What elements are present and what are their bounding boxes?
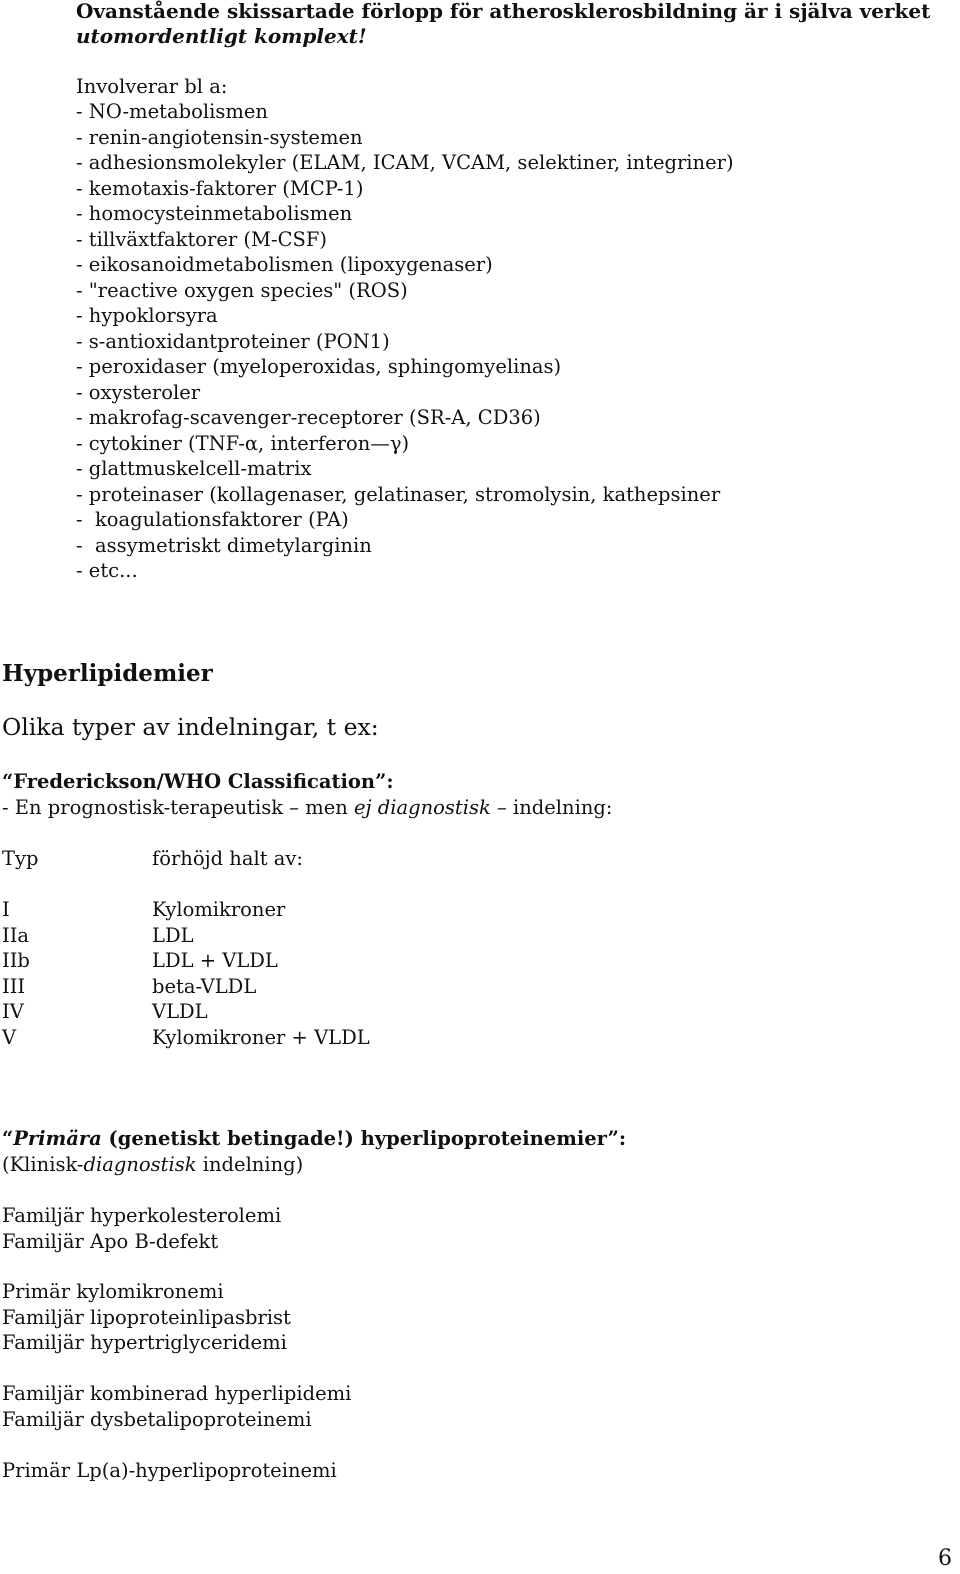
involves-item: - cytokiner (TNF-α, interferon—γ)	[76, 431, 410, 455]
primary-heading-rest: (genetiskt betingade!) hyperlipoproteinemier”:	[101, 1127, 627, 1150]
involves-item: - s-antioxidantproteiner (PON1)	[76, 329, 390, 353]
table-cell-typ: IIa	[2, 923, 30, 947]
table-header-typ: Typ	[2, 847, 39, 870]
table-cell-typ: V	[2, 1025, 17, 1049]
involves-item: - makrofag-scavenger-receptorer (SR-A, CD36)	[76, 406, 541, 429]
primary-list-item: Familjär lipoproteinlipasbrist	[2, 1305, 291, 1329]
frederickson-description	[2, 798, 612, 818]
section-subtitle: Olika typer av indelningar, t ex:	[2, 713, 379, 741]
involves-item: - NO-metabolismen	[76, 100, 268, 123]
table-cell-typ: IIb	[2, 949, 30, 972]
intro-line-2: utomordentligt komplext!	[76, 24, 367, 48]
primary-heading-quote: “	[2, 1127, 14, 1150]
primary-sub-italic: diagnostisk	[83, 1153, 197, 1176]
primary-list-item: Familjär dysbetalipoproteinemi	[2, 1407, 312, 1431]
involves-item: - hypoklorsyra	[76, 304, 218, 327]
involves-item: - kemotaxis-faktorer (MCP-1)	[76, 176, 364, 200]
section-title: Hyperlipidemier	[2, 660, 213, 687]
frederickson-desc-part-3: – indelning:	[490, 796, 613, 819]
primary-list-item: Primär kylomikronemi	[2, 1280, 224, 1303]
involves-item: - oxysteroler	[76, 380, 201, 404]
primary-heading-italic: Primära	[13, 1127, 102, 1150]
table-cell-typ: I	[2, 898, 10, 921]
table-cell-halt: beta-VLDL	[152, 974, 257, 998]
table-cell-halt: LDL	[152, 923, 194, 947]
primary-list-item: Familjär Apo B-defekt	[2, 1229, 219, 1253]
involves-heading: Involverar bl a:	[76, 75, 228, 98]
primary-sub-part-1: (Klinisk-	[2, 1153, 84, 1176]
involves-item: - adhesionsmolekyler (ELAM, ICAM, VCAM, selektiner, integriner)	[76, 151, 734, 174]
table-cell-halt: Kylomikroner	[152, 898, 286, 921]
involves-item: - proteinaser (kollagenaser, gelatinaser, stromolysin, kathepsiner	[76, 482, 721, 506]
involves-item: - glattmuskelcell-matrix	[76, 457, 312, 480]
frederickson-desc-part-1: - En prognostisk-terapeutisk – men	[2, 796, 354, 819]
involves-item: - renin-angiotensin-systemen	[76, 125, 363, 149]
primary-list-item: Familjär hyperkolesterolemi	[2, 1204, 282, 1227]
table-cell-halt: Kylomikroner + VLDL	[152, 1025, 370, 1049]
table-cell-halt: VLDL	[152, 1000, 208, 1023]
intro-line-1: Ovanstående skissartade förlopp för atherosklerosbildning är i själva verket	[76, 0, 931, 23]
involves-item: - assymetriskt dimetylarginin	[76, 533, 372, 557]
involves-item: - homocysteinmetabolismen	[76, 202, 353, 225]
primary-subheading	[2, 1155, 303, 1175]
table-cell-typ: IV	[2, 1000, 24, 1023]
involves-item: - koagulationsfaktorer (PA)	[76, 508, 349, 531]
involves-item: - peroxidaser (myeloperoxidas, sphingomyelinas)	[76, 355, 562, 378]
table-header-halt: förhöjd halt av:	[152, 847, 303, 870]
table-cell-typ: III	[2, 974, 26, 998]
frederickson-heading: “Frederickson/WHO Classification”:	[2, 770, 394, 793]
primary-heading	[2, 1129, 626, 1149]
primary-sub-part-3: indelning)	[196, 1153, 304, 1176]
primary-list-item: Primär Lp(a)-hyperlipoproteinemi	[2, 1459, 337, 1482]
frederickson-desc-italic: ej diagnostisk	[354, 796, 491, 819]
involves-item: - etc...	[76, 559, 138, 582]
table-cell-halt: LDL + VLDL	[152, 949, 278, 972]
involves-item: - tillväxtfaktorer (M-CSF)	[76, 227, 328, 251]
primary-list-item: Familjär kombinerad hyperlipidemi	[2, 1382, 352, 1405]
involves-item: - eikosanoidmetabolismen (lipoxygenaser)	[76, 253, 493, 276]
involves-item: - "reactive oxygen species" (ROS)	[76, 278, 408, 302]
page-number: 6	[938, 1546, 952, 1571]
primary-list-item: Familjär hypertriglyceridemi	[2, 1331, 287, 1354]
